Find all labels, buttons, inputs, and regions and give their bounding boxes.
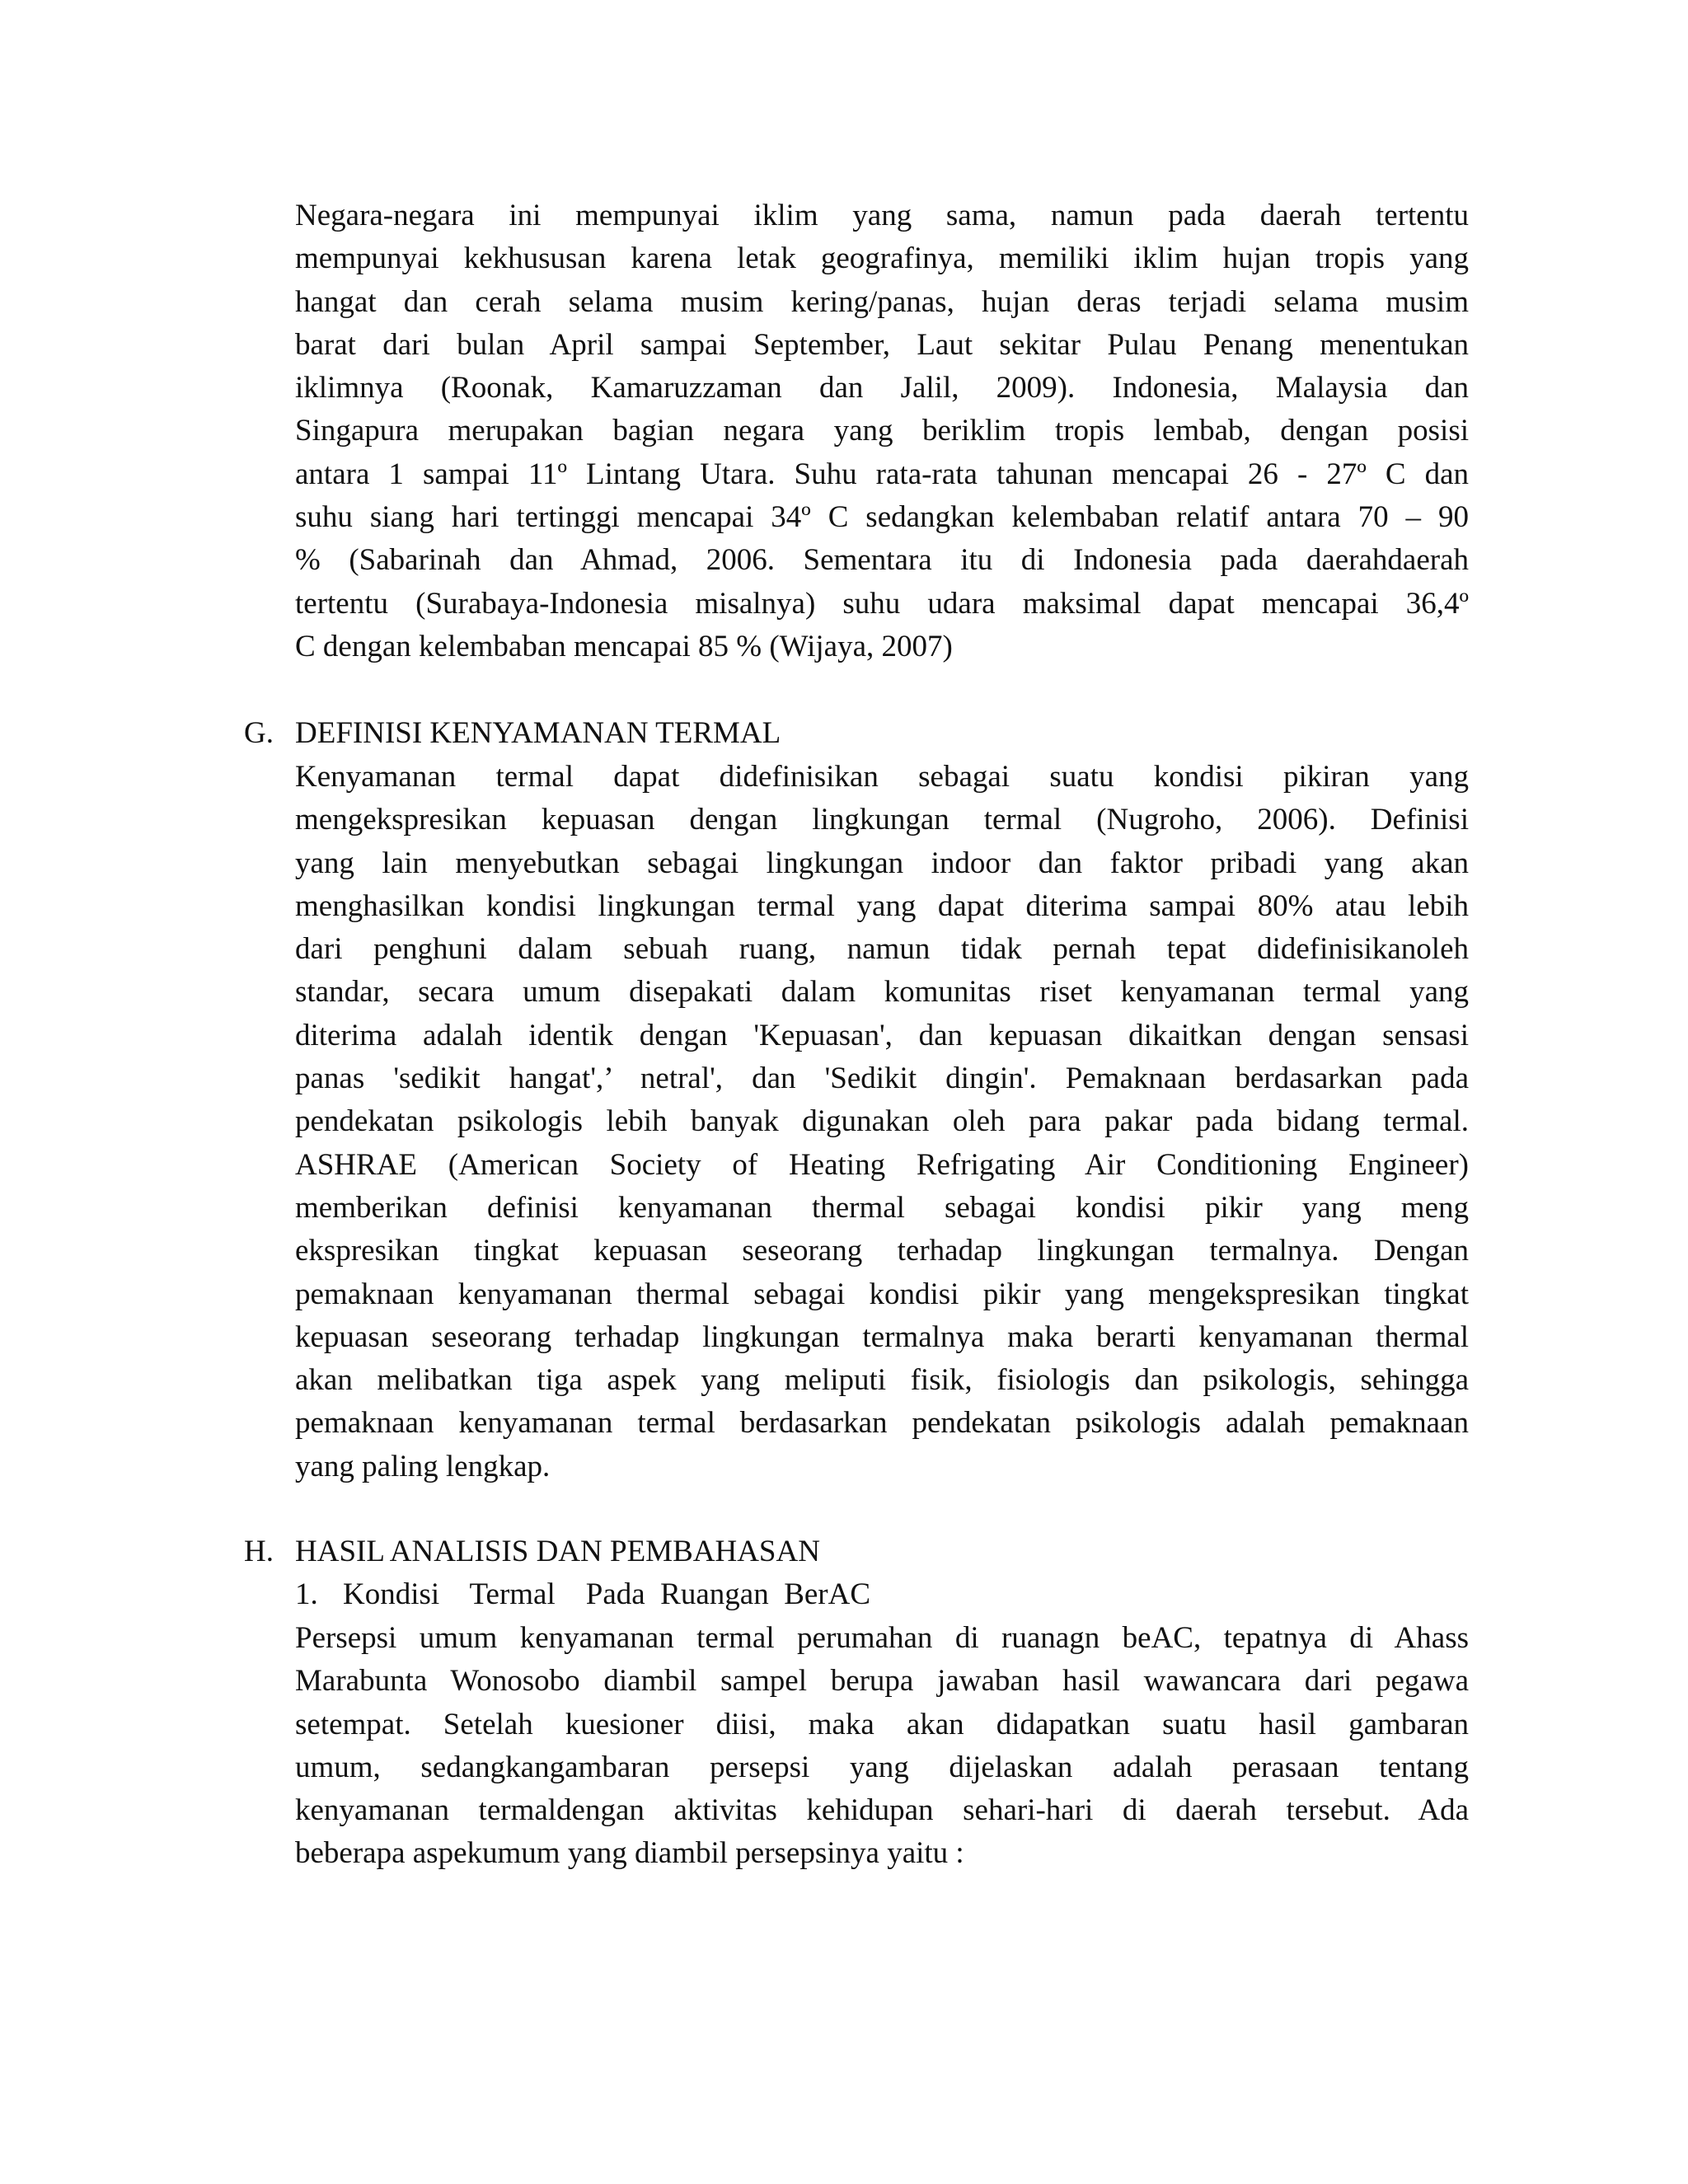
- text-line: hangat dan cerah selama musim kering/panas, hujan deras terjadi selama musim: [295, 284, 1469, 319]
- text-line: antara 1 sampai 11º Lintang Utara. Suhu rata-rata tahunan mencapai 26 - 27º C dan: [295, 457, 1469, 491]
- paragraph-definisi: [295, 756, 1469, 1488]
- text-line: akan melibatkan tiga aspek yang meliputi fisik, fisiologis dan psikologis, sehingga: [295, 1363, 1469, 1398]
- text-line: % (Sabarinah dan Ahmad, 2006. Sementara itu di Indonesia pada daerahdaerah: [295, 543, 1469, 578]
- text-line: memberikan definisi kenyamanan thermal sebagai kondisi pikir yang meng: [295, 1190, 1469, 1225]
- text-line: Negara-negara ini mempunyai iklim yang sama, namun pada daerah tertentu: [295, 199, 1469, 232]
- text-line: umum, sedangkangambaran persepsi yang dijelaskan adalah perasaan tentang: [295, 1750, 1469, 1784]
- text-line: yang lain menyebutkan sebagai lingkungan indoor dan faktor pribadi yang akan: [295, 846, 1469, 880]
- text-line: Marabunta Wonosobo diambil sampel berupa jawaban hasil wawancara dari pegawa: [295, 1664, 1469, 1699]
- text-line: suhu siang hari tertinggi mencapai 34º C sedangkan kelembaban relatif antara 70 – 90: [295, 500, 1469, 535]
- paragraph-persepsi: [295, 1617, 1469, 1876]
- text-line: dari penghuni dalam sebuah ruang, namun tidak pernah tepat didefinisikanoleh: [295, 932, 1469, 967]
- text-line: Persepsi umum kenyamanan termal perumahan di ruanagn beAC, tepatnya di Ahass: [295, 1621, 1469, 1655]
- section-heading-g: [244, 712, 781, 755]
- text-line: setempat. Setelah kuesioner diisi, maka akan didapatkan suatu hasil gambaran: [295, 1707, 1469, 1741]
- text-line: iklimnya (Roonak, Kamaruzzaman dan Jalil, 2009). Indonesia, Malaysia dan: [295, 371, 1469, 405]
- section-letter: G.: [244, 716, 274, 750]
- text-line: beberapa aspekumum yang diambil persepsinya yaitu :: [295, 1836, 964, 1871]
- text-line: diterima adalah identik dengan 'Kepuasan', dan kepuasan dikaitkan dengan sensasi: [295, 1018, 1469, 1052]
- text-line: mengekspresikan kepuasan dengan lingkungan termal (Nugroho, 2006). Definisi: [295, 803, 1469, 837]
- text-line: pemaknaan kenyamanan thermal sebagai kondisi pikir yang mengekspresikan tingkat: [295, 1277, 1469, 1311]
- subsection-heading-1: [295, 1573, 870, 1616]
- text-line: C dengan kelembaban mencapai 85 % (Wijaya, 2007): [295, 629, 953, 663]
- text-line: Kenyamanan termal dapat didefinisikan sebagai suatu kondisi pikiran yang: [295, 760, 1469, 794]
- text-line: ekspresikan tingkat kepuasan seseorang terhadap lingkungan termalnya. Dengan: [295, 1234, 1469, 1268]
- section-title: DEFINISI KENYAMANAN TERMAL: [295, 716, 781, 750]
- section-title: HASIL ANALISIS DAN PEMBAHASAN: [295, 1535, 820, 1568]
- section-heading-h: [244, 1530, 820, 1573]
- text-line: tertentu (Surabaya-Indonesia misalnya) suhu udara maksimal dapat mencapai 36,4º: [295, 586, 1469, 621]
- text-line: yang paling lengkap.: [295, 1449, 551, 1483]
- text-line: panas 'sedikit hangat',’ netral', dan 'Sedikit dingin'. Pemaknaan berdasarkan pada: [295, 1062, 1469, 1096]
- text-line: barat dari bulan April sampai September, Laut sekitar Pulau Penang menentukan: [295, 327, 1469, 362]
- text-line: pendekatan psikologis lebih banyak digunakan oleh para pakar pada bidang termal.: [295, 1104, 1469, 1139]
- text-line: ASHRAE (American Society of Heating Refrigating Air Conditioning Engineer): [295, 1147, 1469, 1182]
- subsection-number: 1.: [295, 1577, 318, 1611]
- text-line: mempunyai kekhususan karena letak geografinya, memiliki iklim hujan tropis yang: [295, 241, 1469, 276]
- text-line: pemaknaan kenyamanan termal berdasarkan pendekatan psikologis adalah pemaknaan: [295, 1406, 1469, 1441]
- text-line: Singapura merupakan bagian negara yang beriklim tropis lembab, dengan posisi: [295, 414, 1469, 448]
- subsection-title: Kondisi Termal Pada Ruangan BerAC: [343, 1577, 871, 1611]
- paragraph-iklim: [295, 194, 1469, 668]
- text-line: kepuasan seseorang terhadap lingkungan termalnya maka berarti kenyamanan thermal: [295, 1319, 1469, 1354]
- text-line: standar, secara umum disepakati dalam komunitas riset kenyamanan termal yang: [295, 975, 1469, 1010]
- text-line: kenyamanan termaldengan aktivitas kehidupan sehari-hari di daerah tersebut. Ada: [295, 1793, 1469, 1828]
- section-letter: H.: [244, 1535, 274, 1568]
- text-line: menghasilkan kondisi lingkungan termal yang dapat diterima sampai 80% atau lebih: [295, 888, 1469, 923]
